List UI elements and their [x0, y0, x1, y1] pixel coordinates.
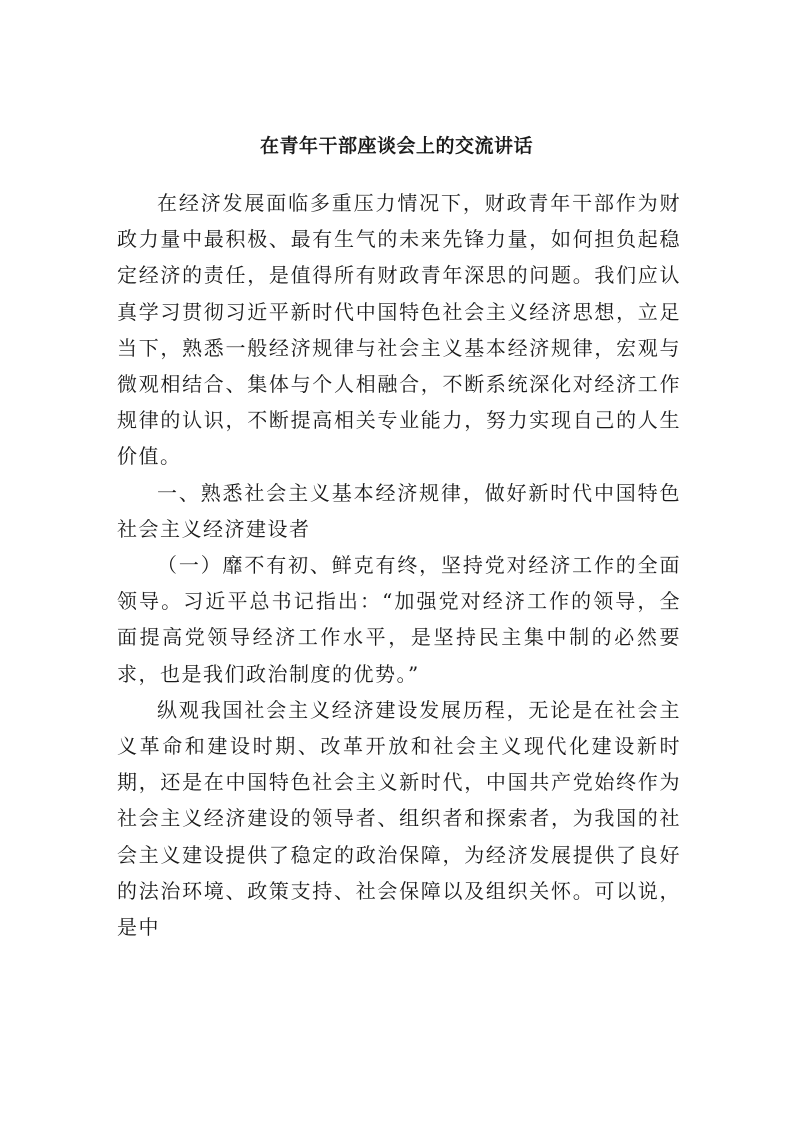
document-title: 在青年干部座谈会上的交流讲话 [259, 135, 533, 157]
section-heading-1: 一、熟悉社会主义基本经济规律，做好新时代中国特色社会主义经济建设者 [117, 480, 681, 541]
document-body [117, 185, 681, 945]
paragraph-intro: 在经济发展面临多重压力情况下，财政青年干部作为财政力量中最积极、最有生气的未来先锋力量，如何担负起稳定经济的责任，是值得所有财政青年深思的问题。我们应认真学习贯彻习近平新时代中国特色社会主义经济思想，立足当下，熟悉一般经济规律与社会主义基本经济规律，宏观与微观相结合、集体与个人相融合，不断系统深化对经济工作规律的认识，不断提高相关专业能力，努力实现自己的人生价值。 [117, 191, 681, 469]
paragraph-history: 纵观我国社会主义经济建设发展历程，无论是在社会主义革命和建设时期、改革开放和社会主义现代化建设新时期，还是在中国特色社会主义新时代，中国共产党始终作为社会主义经济建设的领导者、组织者和探索者，为我国的社会主义建设提供了稳定的政治保障，为经济发展提供了良好的法治环境、政策支持、社会保障以及组织关怀。可以说，是中 [117, 697, 681, 940]
subsection-heading-1-1: （一）靡不有初、鲜克有终，坚持党对经济工作的全面领导。习近平总书记指出：“加强党对经济工作的领导，全面提高党领导经济工作水平，是坚持民主集中制的必然要求，也是我们政治制度的优势。” [117, 553, 681, 686]
